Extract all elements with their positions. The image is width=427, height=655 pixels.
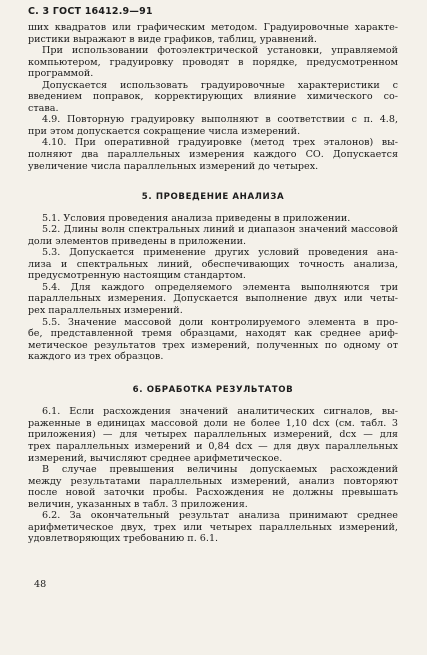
page-number: 48 — [34, 579, 47, 590]
text-line: трех параллельных измерений и 0,84 dсх — для двух параллельных — [28, 440, 398, 452]
spacer — [28, 396, 398, 406]
text-line: арифметическое двух, трех или четырех параллельных измерений, — [28, 521, 398, 533]
paragraph — [28, 317, 398, 363]
text-line: Допускается использовать градуировочные характеристики с — [42, 79, 398, 91]
paragraph — [28, 213, 398, 225]
text-line: При использовании фотоэлектрической установки, управляемой — [42, 45, 398, 57]
text-line: компьютером, градуировку проводят в порядке, предусмотренном — [28, 56, 398, 68]
paragraph — [28, 282, 398, 317]
text-line: полняют два параллельных измерения каждого СО. Допускается — [28, 149, 398, 161]
paragraph — [28, 510, 398, 545]
text-line: между результатами параллельных измерений, анализ повторяют — [28, 475, 398, 487]
text-line: В случае превышения величины допускаемых расхождений — [42, 464, 398, 476]
text-line: 5.1. Условия проведения анализа приведены в приложении. — [42, 212, 351, 224]
paragraph — [28, 464, 398, 510]
text-line: става. — [28, 102, 59, 114]
text-line: ших квадратов или графическим методом. Градуировочные характе- — [28, 22, 398, 33]
text-line: 5.3. Допускается применение других условий проведения ана- — [42, 247, 398, 259]
text-line: измерений, вычисляют среднее арифметическое. — [28, 452, 283, 464]
paragraph — [28, 114, 398, 137]
spacer — [28, 363, 398, 385]
paragraph — [28, 22, 398, 45]
text-line: 6.2. За окончательный результат анализа принимают среднее — [42, 510, 398, 522]
text-line: раженные в единицах массовой доли не более 1,10 dсх (см. табл. 3 — [28, 417, 398, 429]
section-heading: 6. ОБРАБОТКА РЕЗУЛЬТАТОВ — [132, 384, 294, 395]
spacer — [28, 204, 398, 213]
text-line: лиза и спектральных линий, обеспечивающих точность анализа, — [28, 258, 398, 270]
paragraph — [28, 406, 398, 464]
text-line: величин, указанных в табл. 3 приложения. — [28, 498, 248, 510]
text-line: 4.9. Повторную градуировку выполняют в соответствии с п. 4.8, — [42, 114, 398, 126]
text-line: удовлетворяющих требованию п. 6.1. — [28, 533, 219, 545]
text-line: после новой заточки пробы. Расхождения не должны превышать — [28, 487, 398, 499]
text-line: бе, представленной тремя образцами, находят как среднее ариф- — [28, 328, 398, 340]
text-line: доли элементов приведены в приложении. — [28, 235, 247, 247]
text-line: при этом допускается сокращение числа измерений. — [28, 125, 301, 137]
text-line: 5.4. Для каждого определяемого элемента выполняются три — [42, 281, 398, 293]
paragraph — [28, 247, 398, 282]
section-heading: 5. ПРОВЕДЕНИЕ АНАЛИЗА — [141, 192, 285, 203]
paragraph — [28, 224, 398, 247]
text-line: метическое результатов трех измерений, полученных по одному от — [28, 339, 398, 351]
text-line: каждого из трех образцов. — [28, 351, 164, 363]
paragraph — [28, 45, 398, 80]
text-line: 6.1. Если расхождения значений аналитических сигналов, вы- — [42, 406, 398, 418]
document-body — [28, 22, 398, 545]
text-line: 5.2. Длины волн спектральных линий и диапазон значений массовой — [42, 224, 398, 236]
text-line: введением поправок, корректирующих влияние химического со- — [28, 91, 398, 103]
text-line: приложения) — для четырех параллельных измерений, dсх — для — [28, 429, 398, 441]
text-line: параллельных измерения. Допускается выполнение двух или четы- — [28, 293, 398, 305]
text-line: программой. — [28, 68, 94, 80]
text-line: рех параллельных измерений. — [28, 305, 183, 317]
running-header: С. 3 ГОСТ 16412.9—91 — [28, 6, 153, 17]
text-line: ристики выражают в виде графиков, таблиц, уравнений. — [28, 33, 317, 45]
paragraph — [28, 80, 398, 115]
paragraph — [28, 137, 398, 172]
spacer — [28, 172, 398, 192]
text-line: 4.10. При оперативной градуировке (метод трех эталонов) вы- — [42, 137, 398, 149]
text-line: 5.5. Значение массовой доли контролируемого элемента в про- — [42, 316, 398, 328]
text-line: увеличение числа параллельных измерений до четырех. — [28, 160, 319, 172]
text-line: предусмотренную настоящим стандартом. — [28, 270, 246, 282]
